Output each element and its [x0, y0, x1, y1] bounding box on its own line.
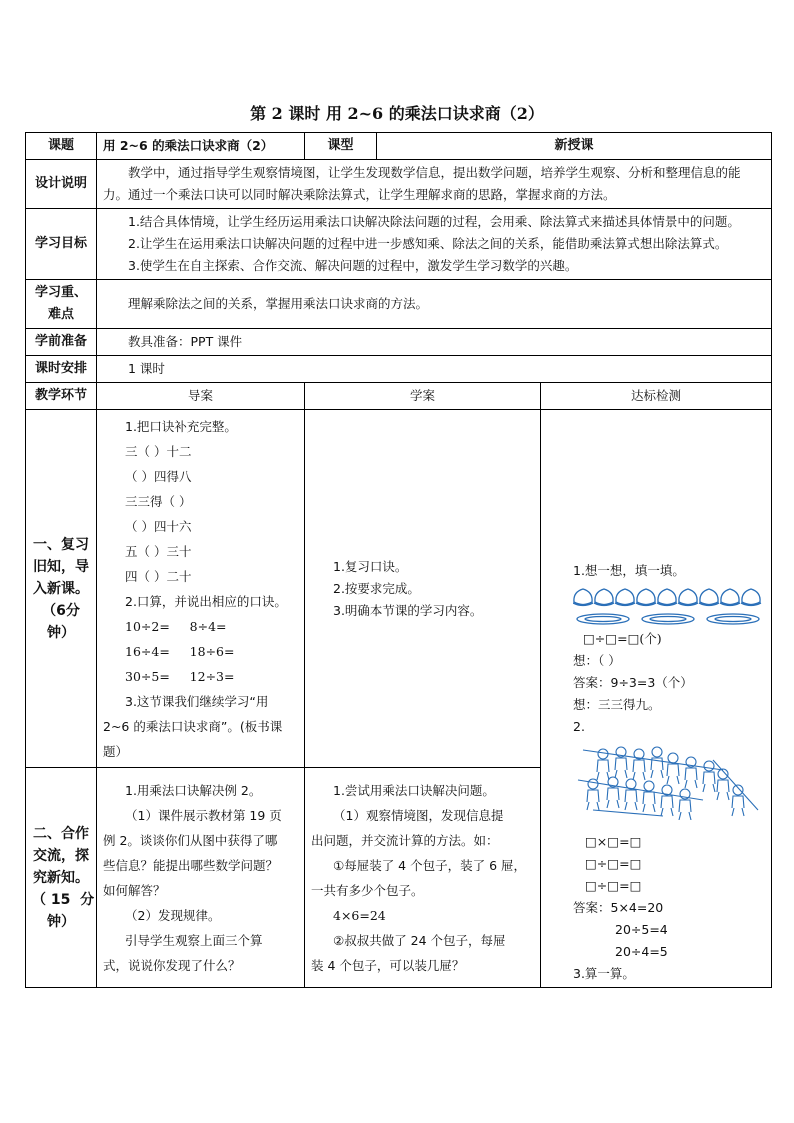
peach-row [573, 586, 765, 608]
plates-icon [573, 612, 763, 626]
section1-stage: 一、复习 旧知，导 入新课。 （6分钟） [26, 410, 97, 768]
person-body-icon [703, 772, 715, 792]
check-q1-think: 想：（ ） [573, 653, 621, 668]
check-q1-answer: 答案：9÷3=3（个） [573, 675, 693, 690]
person-body-icon [633, 760, 645, 780]
col-stage: 教学环节 [26, 383, 97, 410]
row-design [26, 160, 772, 209]
row-keypoints [26, 280, 772, 329]
person-head-icon [588, 779, 598, 789]
section1-study: 1.复习口诀。 2.按要求完成。 3.明确本节课的学习内容。 [305, 410, 541, 768]
section2-stage: 二、合作 交流，探 究新知。 （ 15 分 钟） [26, 768, 97, 988]
col-check: 达标检测 [541, 383, 772, 410]
lesson-plan-table [25, 132, 772, 988]
keypoints-label: 学习重、 难点 [26, 280, 97, 329]
check-q2-formula: □×□=□ [585, 834, 642, 849]
peach-icon [616, 589, 634, 605]
row-goals [26, 209, 772, 280]
design-label: 设计说明 [26, 160, 97, 209]
section2-study: 1.尝试用乘法口诀解决问题。 （1）观察情境图，发现信息提 出问题，并交流计算的方法。如： ①每屉装了 4 个包子，装了 6 屉， 一共有多少个包子。 4×6=24 ②叔叔共做了 24 个包子，每屉 装 4 个包子，可以装几屉？ [305, 768, 541, 988]
plate-row [573, 612, 765, 626]
goal-item: 3.使学生在自主探索、合作交流、解决问题的过程中，激发学生学习数学的兴趣。 [128, 258, 578, 273]
person-body-icon [607, 788, 619, 808]
people-carrying-icon [573, 740, 763, 820]
person-body-icon [732, 796, 744, 816]
helpers-illustration [573, 740, 765, 827]
person-body-icon [685, 768, 697, 788]
row-schedule [26, 356, 772, 383]
row-prep [26, 329, 772, 356]
topic-label: 课题 [26, 133, 97, 160]
person-body-icon [597, 760, 609, 780]
peach-icon [742, 589, 760, 605]
peach-icon [658, 589, 676, 605]
prep-label: 学前准备 [26, 329, 97, 356]
keypoints-text: 理解乘除法之间的关系，掌握用乘法口诀求商的方法。 [97, 280, 772, 329]
person-head-icon [704, 761, 714, 771]
schedule-label: 课时安排 [26, 356, 97, 383]
peach-icon [700, 589, 718, 605]
design-text: 教学中，通过指导学生观察情境图，让学生发现数学信息，提出数学问题，培养学生观察、分析和整理信息的能力。通过一个乘法口诀可以同时解决乘除法算式，让学生理解求商的思路，掌握求商的方法。 [97, 160, 772, 209]
check-q3: 3.算一算。 [573, 966, 635, 981]
check-q2-answer: 20÷5=4 [615, 922, 668, 937]
check-q1-formula: □÷□=□(个) [583, 631, 662, 646]
topic-value: 用 2~6 的乘法口诀求商（2） [97, 133, 305, 160]
check-q1: 1.想一想，填一填。 [573, 563, 685, 578]
section1-guide: 1.把口诀补充完整。 三（ ）十二 （ ）四得八 三三得（ ） （ ）四十六 五（ ）三十 四（ ）二十 2.口算，并说出相应的口诀。 10÷2= 8÷4= 16÷4= 18÷6= 30÷5= 12÷3= 3.这节课我们继续学习“用 2~6 的乘法口诀求商”。(板书课 题） [97, 410, 305, 768]
person-body-icon [667, 764, 679, 784]
person-body-icon [643, 792, 655, 812]
row-topic [26, 133, 772, 160]
person-body-icon [615, 758, 627, 778]
person-body-icon [625, 790, 637, 810]
type-value: 新授课 [377, 133, 772, 160]
goal-item: 2.让学生在运用乘法口诀解决问题的过程中进一步感知乘、除法之间的关系，能借助乘法算式想出除法算式。 [128, 236, 728, 251]
person-body-icon [679, 800, 691, 820]
check-cell [541, 410, 772, 988]
check-q2-answer: 答案：5×4=20 [573, 900, 664, 915]
type-label: 课型 [305, 133, 377, 160]
peach-icon [574, 589, 592, 605]
person-body-icon [717, 780, 729, 800]
schedule-text: 1 课时 [97, 356, 772, 383]
person-head-icon [652, 747, 662, 757]
peach-icon [637, 589, 655, 605]
peaches-icon [573, 586, 763, 608]
person-head-icon [644, 781, 654, 791]
person-head-icon [668, 753, 678, 763]
check-q2-formula: □÷□=□ [585, 856, 642, 871]
row-section-1 [26, 410, 772, 768]
row-columns [26, 383, 772, 410]
prep-text: 教具准备：PPT 课件 [97, 329, 772, 356]
col-guide: 导案 [97, 383, 305, 410]
check-q2-formula: □÷□=□ [585, 878, 642, 893]
goals-cell [97, 209, 772, 280]
col-study: 学案 [305, 383, 541, 410]
section2-guide: 1.用乘法口诀解决例 2。 （1）课件展示教材第 19 页 例 2。谈谈你们从图中获得了哪 些信息？能提出哪些数学问题？ 如何解答？ （2）发现规律。 引导学生观察上面三个算 式，说说你发现了什么？ [97, 768, 305, 988]
person-body-icon [661, 796, 673, 816]
goals-label: 学习目标 [26, 209, 97, 280]
check-q2: 2. [573, 719, 585, 734]
goal-item: 1.结合具体情境，让学生经历运用乘法口诀解决除法问题的过程，会用乘、除法算式来描述具体情景中的问题。 [128, 214, 740, 229]
person-head-icon [733, 785, 743, 795]
check-q2-answer: 20÷4=5 [615, 944, 668, 959]
peach-icon [595, 589, 613, 605]
peach-icon [679, 589, 697, 605]
check-q1-think-answer: 想：三三得九。 [573, 697, 661, 712]
person-body-icon [587, 790, 599, 810]
page-title: 第 2 课时 用 2~6 的乘法口诀求商（2） [250, 104, 544, 123]
person-head-icon [598, 749, 608, 759]
peach-icon [721, 589, 739, 605]
